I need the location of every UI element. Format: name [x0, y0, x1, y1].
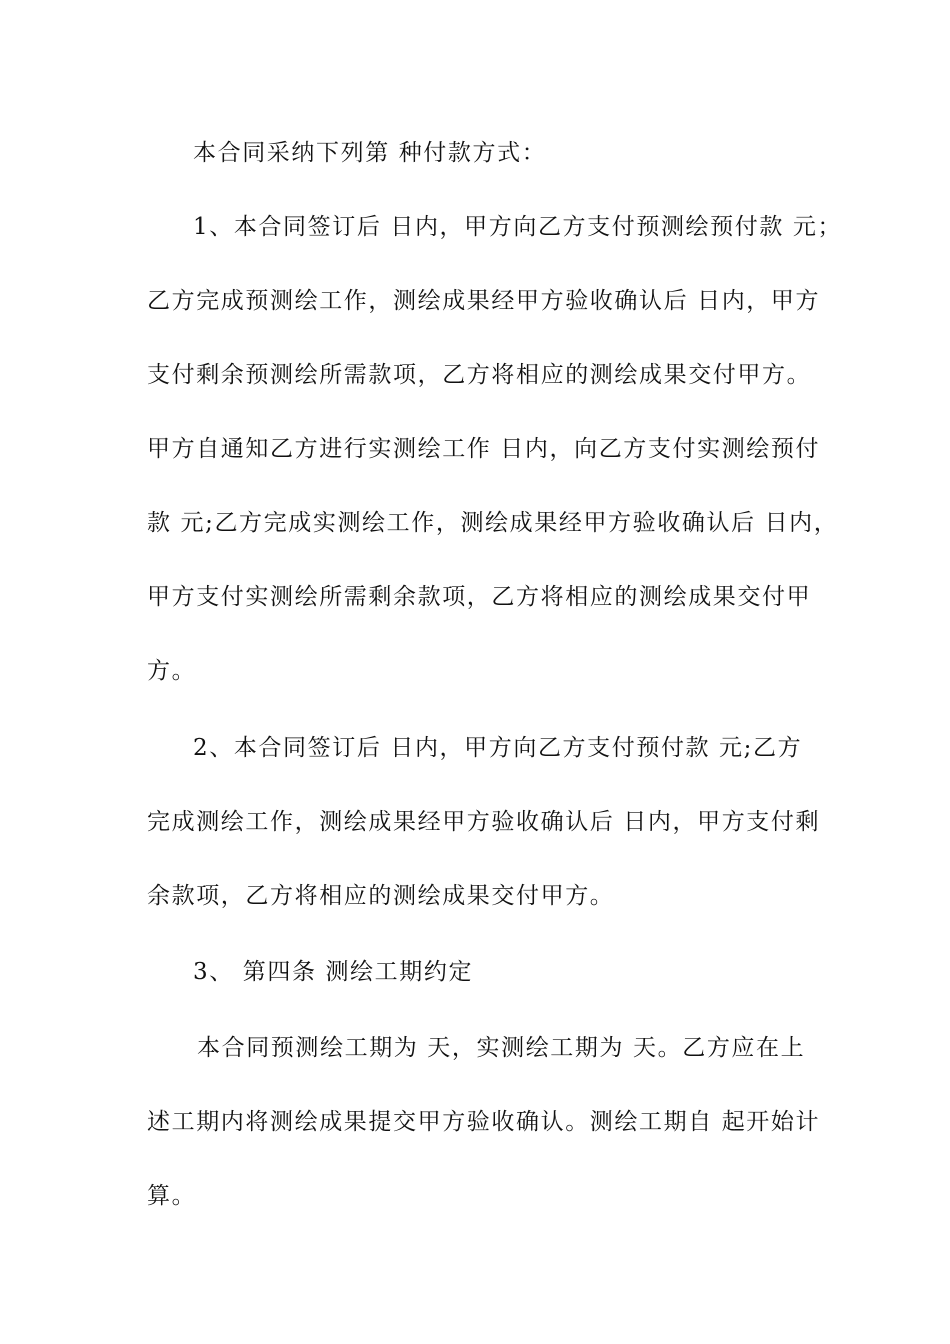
- payment-option-1-line-3: 支付剩余预测绘所需款项，乙方将相应的测绘成果交付甲方。: [147, 362, 812, 388]
- payment-option-1-line-1: 1、本合同签订后 日内，甲方向乙方支付预测绘预付款 元；: [193, 214, 843, 240]
- section-heading: 3、 第四条 测绘工期约定: [193, 959, 474, 985]
- schedule-line-2: 述工期内将测绘成果提交甲方验收确认。测绘工期自 起开始计: [147, 1109, 821, 1135]
- payment-intro-line: 本合同采纳下列第 种付款方式：: [193, 140, 547, 166]
- schedule-line-3: 算。: [147, 1183, 197, 1209]
- payment-option-1-line-2: 乙方完成预测绘工作，测绘成果经甲方验收确认后 日内，甲方: [147, 288, 821, 314]
- payment-option-1-line-5: 款 元;乙方完成实测绘工作，测绘成果经甲方验收确认后 日内，: [147, 510, 839, 536]
- payment-option-1-line-6: 甲方支付实测绘所需剩余款项，乙方将相应的测绘成果交付甲: [147, 584, 812, 610]
- schedule-line-1: 本合同预测绘工期为 天，实测绘工期为 天。乙方应在上: [197, 1035, 806, 1061]
- payment-option-1-line-4: 甲方自通知乙方进行实测绘工作 日内，向乙方支付实测绘预付: [147, 436, 821, 462]
- payment-option-2-line-2: 完成测绘工作，测绘成果经甲方验收确认后 日内，甲方支付剩: [147, 809, 821, 835]
- payment-option-2-line-3: 余款项，乙方将相应的测绘成果交付甲方。: [147, 883, 615, 909]
- payment-option-2-line-1: 2、本合同签订后 日内，甲方向乙方支付预付款 元;乙方: [193, 735, 803, 761]
- payment-option-1-line-7: 方。: [147, 658, 197, 684]
